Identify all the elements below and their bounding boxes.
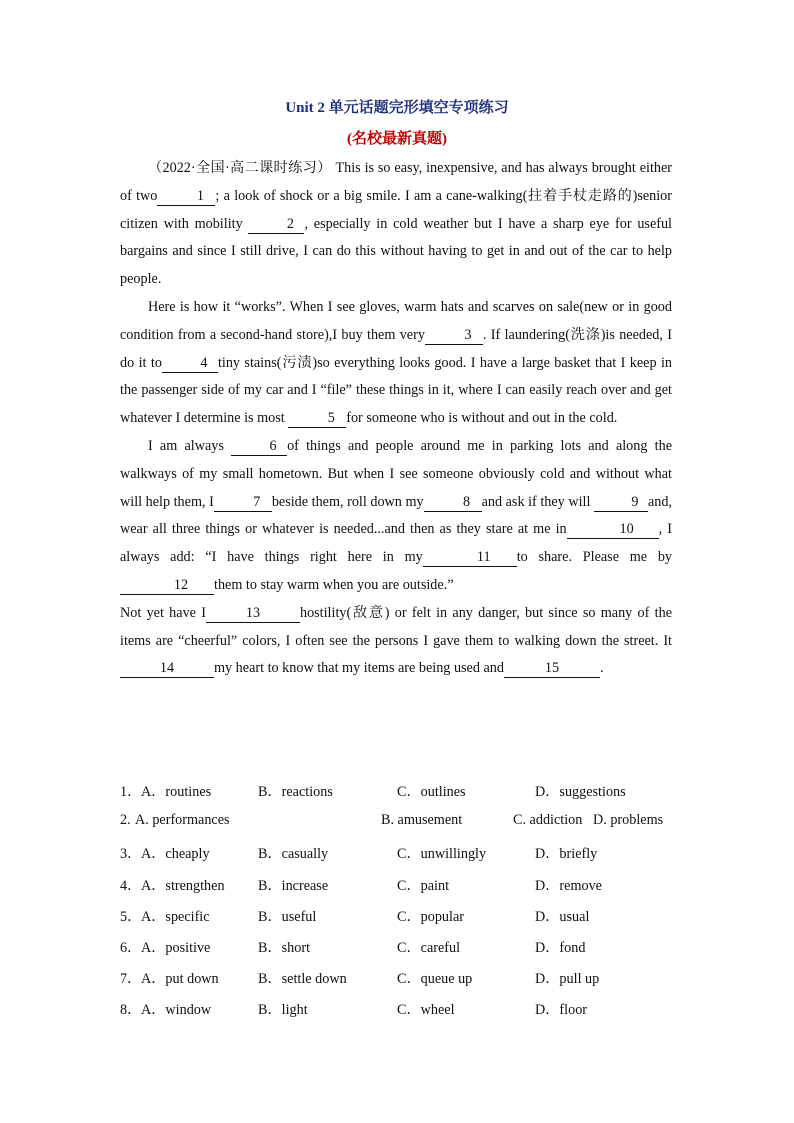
question-row [120,812,680,843]
blank-2: 2 [248,215,304,234]
passage-text: beside them, roll down my [271,493,424,510]
question-row [120,781,680,812]
blank-3: 3 [425,326,483,345]
option-b: B．casually [258,846,329,863]
question-number: 7． [120,971,142,988]
question-number: 2. [120,812,131,829]
passage-text: I am always [148,437,224,454]
option-a: A．cheaply [141,846,210,863]
option-a: A．specific [141,908,210,925]
blank-9: 9 [594,493,648,512]
blank-15: 15 [504,659,600,678]
option-d: D．fond [535,939,586,956]
passage-text: Not yet have I [120,604,206,621]
paragraph-4 [120,600,672,683]
option-b: B．short [258,939,311,956]
question-row [120,937,680,968]
option-c: C．unwillingly [397,846,487,863]
question-row [120,843,680,874]
passage-text: tiny stains(污渍)so everything looks good. I have a large basket that I keep in the passenger side of my car and I “file” these things in it, where I can easily reach over and get whatever I determine is most [120,354,672,427]
passage-text: , especially in cold weather but I have a sharp eye for useful bargains and since I still drive, I can do this without having to get in and out of the car to help people. [120,215,673,288]
passage-text: , I always add: “I have things right here in my [120,521,672,566]
blank-7: 7 [214,493,272,512]
blank-6: 6 [231,437,287,456]
option-a: A．routines [141,784,212,800]
option-d: D．remove [535,877,602,894]
option-d: D．floor [535,1002,588,1019]
page-subtitle: (名校最新真题) [347,131,447,147]
source-label: （2022·全国·高二课时练习） [148,160,332,176]
option-b: B．increase [258,877,329,894]
option-a: A．window [141,1002,212,1019]
option-a: A．put down [141,971,219,988]
option-c: C．outlines [397,784,466,800]
question-number: 1． [120,784,142,800]
option-d: D．pull up [535,971,600,988]
blank-13: 13 [206,604,300,623]
question-row [120,875,680,906]
paragraph-1 [120,155,672,294]
option-d: D．suggestions [535,784,626,800]
blank-11: 11 [423,548,517,567]
option-a: A．strengthen [141,877,225,894]
question-number: 3． [120,846,142,863]
option-c: C．paint [397,877,450,894]
paragraph-2 [120,294,672,433]
passage-text: ; a look of shock or a big smile. I am a cane-walking(拄着手杖走路的)senior citizen with mobility [120,187,672,232]
blank-12: 12 [120,576,214,595]
option-c: C．careful [397,939,461,956]
option-d: D．briefly [535,846,598,863]
passage-text: them to stay warm when you are outside.” [214,576,454,593]
question-number: 4． [120,877,142,894]
passage-text: . [600,660,604,677]
option-c: C. addiction [513,812,583,829]
passage-text: This is so easy, inexpensive, and has always brought either of two [120,160,673,204]
passage-text: . If laundering(洗涤)is needed, I do it to [120,326,672,371]
answer-options [120,781,680,1031]
option-c: C．wheel [397,1002,455,1019]
passage-text: for someone who is without and out in the cold. [346,410,618,427]
option-a: A．positive [141,939,211,956]
passage-text: and, wear all three things or whatever is needed...and then as they stare at me in [120,493,673,538]
option-c: C．popular [397,908,464,925]
blank-4: 4 [162,354,218,373]
blank-1: 1 [157,187,215,206]
question-number: 8． [120,1002,142,1019]
option-a: A. performances [135,812,230,829]
blank-5: 5 [288,409,346,428]
cloze-passage [120,155,672,683]
passage-text: my heart to know that my items are being used and [214,660,504,677]
option-b: B．settle down [258,971,347,988]
question-row [120,968,680,999]
question-number: 6． [120,939,142,956]
paragraph-3 [120,433,672,600]
passage-text: and ask if they will [481,493,591,510]
option-d: D. problems [593,812,664,829]
question-row [120,906,680,937]
option-c: C．queue up [397,971,473,988]
passage-text: of things and people around me in parking lots and along the walkways of my small hometown. But when I see someone obviously cold and without what will help them, I [120,437,672,510]
option-b: B．useful [258,908,317,925]
option-b: B．light [258,1002,308,1019]
blank-8: 8 [424,493,482,512]
blank-10: 10 [567,520,659,539]
question-row [120,999,680,1030]
option-b: B. amusement [381,812,463,829]
page-title: Unit 2 单元话题完形填空专项练习 [285,100,509,116]
option-b: B．reactions [258,784,333,800]
passage-text: hostility(敌意) or felt in any danger, but since so many of the items are “cheerful” colors, I often see the persons I gave them to walking down the street. It [120,604,672,649]
blank-14: 14 [120,659,214,678]
passage-text: Here is how it “works”. When I see gloves, warm hats and scarves on sale(new or in good condition from a second-hand store),I buy them very [120,298,672,343]
question-number: 5． [120,908,142,925]
passage-text: to share. Please me by [516,549,673,566]
option-d: D．usual [535,908,590,925]
